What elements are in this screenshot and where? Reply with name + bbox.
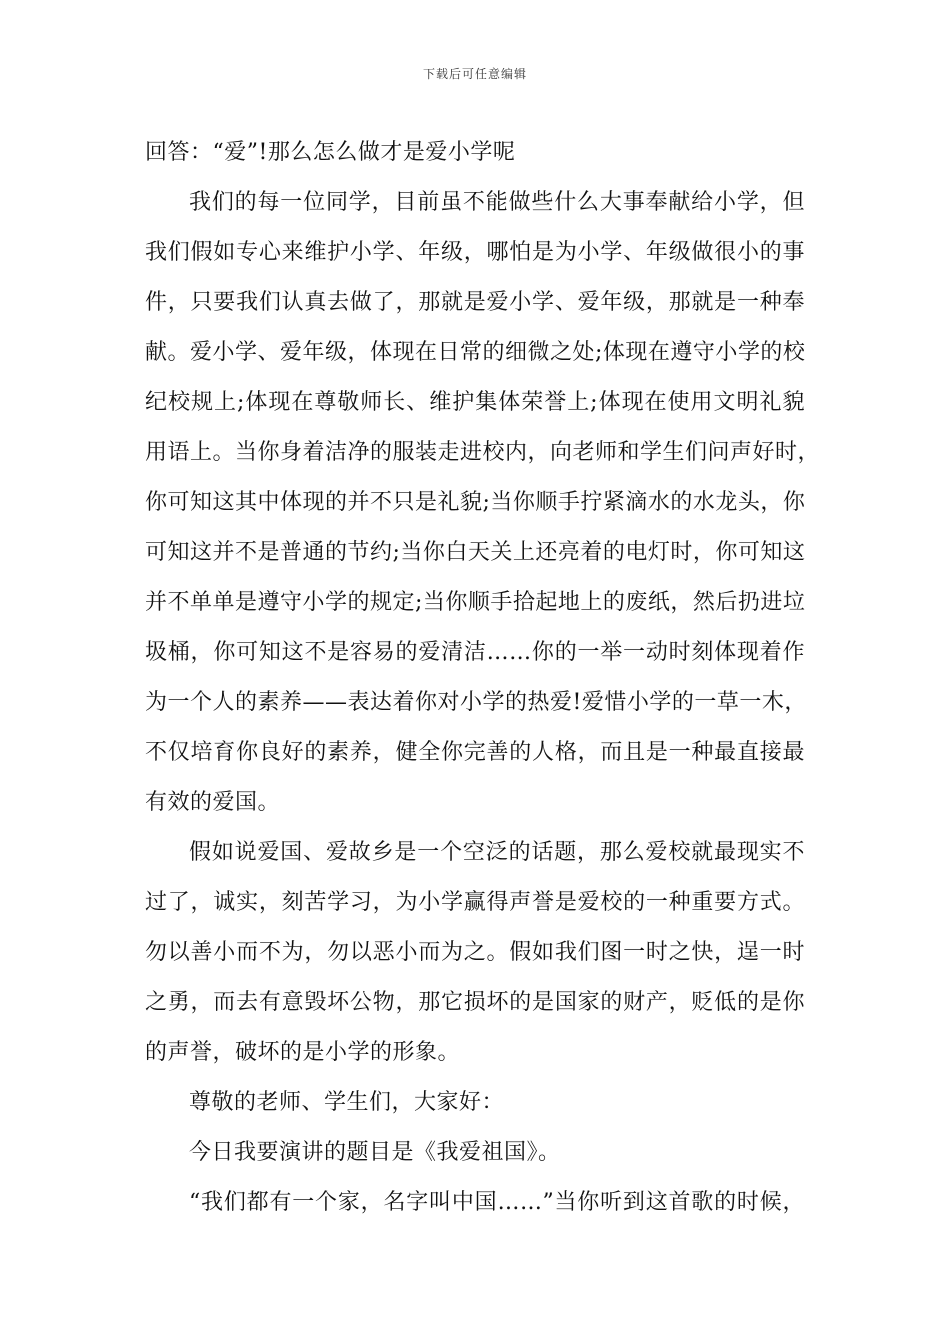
text-line: 纪校规上;体现在尊敬师长、维护集体荣誉上;体现在使用文明礼貌: [145, 390, 805, 415]
text-line: 的声誉，破坏的是小学的形象。: [145, 1040, 461, 1065]
text-line: “我们都有一个家，名字叫中国……”当你听到这首歌的时候，: [189, 1190, 805, 1215]
text-line: 过了，诚实，刻苦学习，为小学赢得声誉是爱校的一种重要方式。: [145, 890, 805, 915]
text-line: 为一个人的素养——表达着你对小学的热爱!爱惜小学的一草一木，: [145, 690, 807, 715]
document-body: [145, 128, 821, 1228]
text-line: 你可知这其中体现的并不只是礼貌;当你顺手拧紧滴水的水龙头，你: [145, 490, 806, 515]
text-line: 不仅培育你良好的素养，健全你完善的人格，而且是一种最直接最: [145, 740, 805, 765]
text-line: 之勇，而去有意毁坏公物，那它损坏的是国家的财产，贬低的是你: [145, 990, 805, 1015]
text-line: 尊敬的老师、学生们，大家好：: [189, 1090, 505, 1115]
text-line: 可知这并不是普通的节约;当你白天关上还亮着的电灯时，你可知这: [145, 540, 806, 565]
text-line: 件，只要我们认真去做了，那就是爱小学、爱年级，那就是一种奉: [145, 290, 805, 315]
text-line: 回答：“爱”!那么怎么做才是爱小学呢: [145, 140, 516, 165]
text-line: 今日我要演讲的题目是《我爱祖国》。: [189, 1140, 561, 1165]
text-line: 圾桶，你可知这不是容易的爱清洁……你的一举一动时刻体现着作: [145, 640, 805, 665]
text-line: 我们的每一位同学，目前虽不能做些什么大事奉献给小学，但: [189, 190, 805, 215]
text-line: 我们假如专心来维护小学、年级，哪怕是为小学、年级做很小的事: [145, 240, 805, 265]
text-line: 用语上。当你身着洁净的服装走进校内，向老师和学生们问声好时，: [145, 440, 821, 465]
text-line: 假如说爱国、爱故乡是一个空泛的话题，那么爱校就最现实不: [189, 840, 805, 865]
text-line: 勿以善小而不为，勿以恶小而为之。假如我们图一时之快，逞一时: [145, 940, 805, 965]
page-header: 下载后可任意编辑: [422, 67, 527, 81]
text-line: 有效的爱国。: [145, 790, 281, 815]
text-line: 并不单单是遵守小学的规定;当你顺手拾起地上的废纸，然后扔进垃: [145, 590, 806, 615]
text-line: 献。爱小学、爱年级，体现在日常的细微之处;体现在遵守小学的校: [145, 340, 806, 365]
